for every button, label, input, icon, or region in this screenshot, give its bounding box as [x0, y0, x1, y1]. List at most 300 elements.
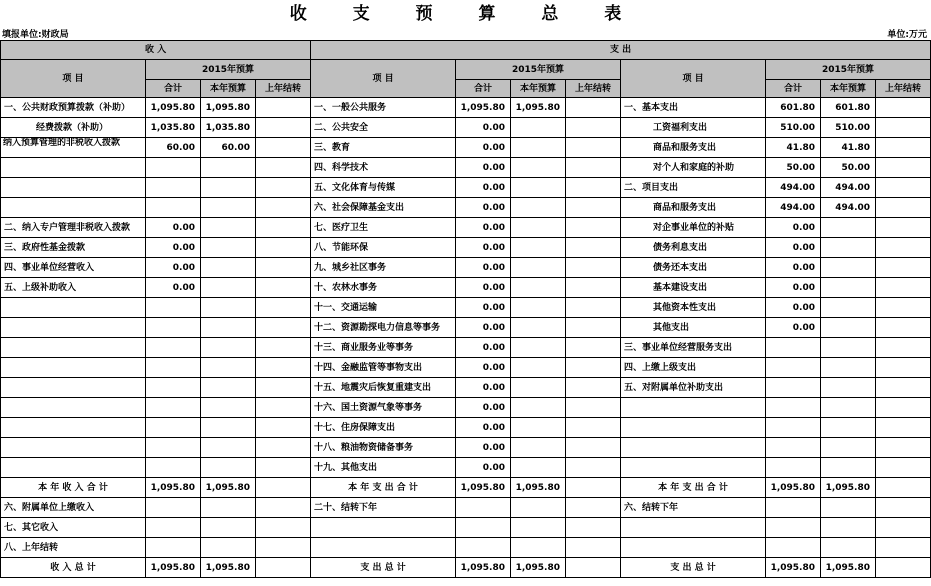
expense-this-year-cell [511, 198, 566, 218]
income-carryover-cell [256, 318, 311, 338]
econ-total-cell: 601.80 [766, 98, 821, 118]
econ-carryover-cell [876, 158, 931, 178]
this-year-header: 本年预算 [511, 80, 566, 98]
econ-this-year-cell [821, 398, 876, 418]
expense-total-cell: 1,095.80 [456, 478, 511, 498]
expense-item-cell: 四、科学技术 [311, 158, 456, 178]
table-row [1, 338, 931, 358]
income-total-cell: 0.00 [146, 258, 201, 278]
econ-item-cell: 债务还本支出 [621, 258, 766, 278]
expense-carryover-cell [566, 418, 621, 438]
expense-carryover-cell [566, 218, 621, 238]
page-title: 收 支 预 算 总 表 [289, 4, 642, 24]
budget-year-header: 2015年预算 [146, 60, 311, 80]
income-total-cell: 0.00 [146, 218, 201, 238]
expense-item-cell: 本 年 支 出 合 计 [311, 478, 456, 498]
econ-item-cell [621, 538, 766, 558]
table-row [1, 98, 931, 118]
income-this-year-cell [201, 278, 256, 298]
econ-carryover-cell [876, 358, 931, 378]
table-row [1, 498, 931, 518]
income-this-year-cell [201, 438, 256, 458]
econ-this-year-cell [821, 338, 876, 358]
income-item-cell: 七、其它收入 [1, 518, 146, 538]
expense-carryover-cell [566, 118, 621, 138]
econ-item-cell: 工资福利支出 [621, 118, 766, 138]
table-row [1, 358, 931, 378]
income-carryover-cell [256, 298, 311, 318]
econ-carryover-cell [876, 378, 931, 398]
econ-this-year-cell: 494.00 [821, 178, 876, 198]
econ-item-cell: 支 出 总 计 [621, 558, 766, 578]
total-header: 合计 [456, 80, 511, 98]
income-this-year-cell [201, 218, 256, 238]
expense-item-cell: 五、文化体育与传媒 [311, 178, 456, 198]
econ-total-cell [766, 438, 821, 458]
econ-this-year-cell [821, 218, 876, 238]
expense-this-year-cell [511, 438, 566, 458]
income-carryover-cell [256, 438, 311, 458]
income-total-cell: 1,095.80 [146, 98, 201, 118]
econ-this-year-cell: 1,095.80 [821, 478, 876, 498]
expense-total-cell: 0.00 [456, 458, 511, 478]
table-row [1, 158, 931, 178]
income-item-cell: 六、附属单位上缴收入 [1, 498, 146, 518]
expense-total-cell: 0.00 [456, 198, 511, 218]
income-carryover-cell [256, 158, 311, 178]
table-row [1, 278, 931, 298]
expense-this-year-cell [511, 118, 566, 138]
econ-item-cell [621, 518, 766, 538]
econ-item-cell [621, 398, 766, 418]
expense-total-cell: 0.00 [456, 318, 511, 338]
econ-this-year-cell [821, 458, 876, 478]
income-carryover-cell [256, 418, 311, 438]
income-this-year-cell [201, 518, 256, 538]
income-carryover-cell [256, 98, 311, 118]
income-this-year-cell [201, 498, 256, 518]
econ-total-cell: 494.00 [766, 178, 821, 198]
expense-total-cell: 1,095.80 [456, 558, 511, 578]
income-total-cell: 1,095.80 [146, 478, 201, 498]
currency-unit: 单位:万元 [887, 30, 927, 40]
income-carryover-cell [256, 258, 311, 278]
econ-this-year-cell: 41.80 [821, 138, 876, 158]
expense-this-year-cell [511, 458, 566, 478]
table-row [1, 258, 931, 278]
income-item-cell [1, 418, 146, 438]
table-row [1, 238, 931, 258]
econ-carryover-cell [876, 438, 931, 458]
carryover-header: 上年结转 [876, 80, 931, 98]
econ-item-cell: 六、结转下年 [621, 498, 766, 518]
expense-total-cell: 0.00 [456, 358, 511, 378]
expense-this-year-cell [511, 538, 566, 558]
budget-table [0, 40, 931, 578]
expense-item-cell: 十三、商业服务业等事务 [311, 338, 456, 358]
expense-carryover-cell [566, 378, 621, 398]
econ-this-year-cell [821, 498, 876, 518]
table-row [1, 478, 931, 498]
expense-this-year-cell [511, 298, 566, 318]
econ-item-cell: 商品和服务支出 [621, 198, 766, 218]
econ-item-cell: 三、事业单位经营服务支出 [621, 338, 766, 358]
expense-total-cell: 0.00 [456, 178, 511, 198]
expense-item-cell: 六、社会保障基金支出 [311, 198, 456, 218]
income-this-year-cell: 1,095.80 [201, 98, 256, 118]
expense-total-cell: 0.00 [456, 118, 511, 138]
econ-carryover-cell [876, 98, 931, 118]
expense-header: 支 出 [311, 41, 931, 60]
expense-total-cell: 0.00 [456, 378, 511, 398]
econ-carryover-cell [876, 198, 931, 218]
income-item-cell: 八、上年结转 [1, 538, 146, 558]
expense-this-year-cell [511, 378, 566, 398]
income-item-cell: 五、上级补助收入 [1, 278, 146, 298]
expense-total-cell: 1,095.80 [456, 98, 511, 118]
econ-total-cell: 510.00 [766, 118, 821, 138]
econ-item-cell [621, 418, 766, 438]
expense-item-cell: 八、节能环保 [311, 238, 456, 258]
econ-this-year-cell: 1,095.80 [821, 558, 876, 578]
income-carryover-cell [256, 478, 311, 498]
income-total-cell: 1,035.80 [146, 118, 201, 138]
expense-this-year-cell: 1,095.80 [511, 558, 566, 578]
income-total-cell [146, 358, 201, 378]
econ-item-cell: 本 年 支 出 合 计 [621, 478, 766, 498]
table-row [1, 138, 931, 158]
expense-this-year-cell [511, 498, 566, 518]
econ-this-year-cell [821, 358, 876, 378]
income-total-cell [146, 158, 201, 178]
econ-total-cell: 50.00 [766, 158, 821, 178]
expense-carryover-cell [566, 398, 621, 418]
expense-carryover-cell [566, 438, 621, 458]
expense-total-cell: 0.00 [456, 158, 511, 178]
econ-carryover-cell [876, 298, 931, 318]
income-item-cell [1, 398, 146, 418]
income-total-cell [146, 298, 201, 318]
expense-carryover-cell [566, 158, 621, 178]
econ-this-year-cell [821, 518, 876, 538]
income-carryover-cell [256, 218, 311, 238]
income-total-cell [146, 458, 201, 478]
income-carryover-cell [256, 358, 311, 378]
econ-carryover-cell [876, 238, 931, 258]
econ-total-cell: 1,095.80 [766, 558, 821, 578]
income-carryover-cell [256, 538, 311, 558]
income-total-cell [146, 178, 201, 198]
econ-total-cell: 494.00 [766, 198, 821, 218]
income-carryover-cell [256, 278, 311, 298]
income-item-cell [1, 318, 146, 338]
expense-carryover-cell [566, 298, 621, 318]
income-carryover-cell [256, 178, 311, 198]
income-item-cell: 经费拨款（补助） [1, 118, 146, 138]
expense-item-cell: 十四、金融监管等事物支出 [311, 358, 456, 378]
income-item-cell: 一、公共财政预算拨款（补助） [1, 98, 146, 118]
income-this-year-cell: 1,095.80 [201, 478, 256, 498]
this-year-header: 本年预算 [821, 80, 876, 98]
income-this-year-cell [201, 178, 256, 198]
econ-this-year-cell [821, 378, 876, 398]
econ-total-cell [766, 338, 821, 358]
econ-total-cell: 0.00 [766, 218, 821, 238]
income-item-cell [1, 358, 146, 378]
income-carryover-cell [256, 238, 311, 258]
income-total-cell [146, 198, 201, 218]
income-total-cell [146, 498, 201, 518]
income-this-year-cell [201, 458, 256, 478]
income-item-cell: 收 入 总 计 [1, 558, 146, 578]
expense-total-cell: 0.00 [456, 418, 511, 438]
econ-carryover-cell [876, 318, 931, 338]
econ-this-year-cell [821, 318, 876, 338]
econ-total-cell [766, 538, 821, 558]
econ-total-cell: 0.00 [766, 238, 821, 258]
econ-total-cell: 0.00 [766, 298, 821, 318]
econ-item-cell: 对企事业单位的补贴 [621, 218, 766, 238]
expense-total-cell: 0.00 [456, 398, 511, 418]
econ-total-cell: 1,095.80 [766, 478, 821, 498]
income-this-year-cell [201, 378, 256, 398]
expense-this-year-cell [511, 338, 566, 358]
econ-total-cell [766, 378, 821, 398]
income-item-cell: 四、事业单位经营收入 [1, 258, 146, 278]
income-carryover-cell [256, 378, 311, 398]
total-header: 合计 [766, 80, 821, 98]
table-row [1, 198, 931, 218]
expense-total-cell: 0.00 [456, 338, 511, 358]
income-total-cell [146, 518, 201, 538]
table-row [1, 298, 931, 318]
income-item-cell [1, 178, 146, 198]
income-this-year-cell [201, 538, 256, 558]
econ-item-cell: 债务利息支出 [621, 238, 766, 258]
expense-this-year-cell [511, 258, 566, 278]
expense-item-cell: 九、城乡社区事务 [311, 258, 456, 278]
income-carryover-cell [256, 518, 311, 538]
item-header: 项 目 [1, 60, 146, 98]
income-this-year-cell [201, 198, 256, 218]
econ-carryover-cell [876, 498, 931, 518]
table-row [1, 118, 931, 138]
expense-this-year-cell [511, 138, 566, 158]
income-item-cell: 本 年 收 入 合 计 [1, 478, 146, 498]
expense-carryover-cell [566, 538, 621, 558]
expense-item-cell: 二、公共安全 [311, 118, 456, 138]
expense-carryover-cell [566, 238, 621, 258]
econ-this-year-cell [821, 418, 876, 438]
expense-this-year-cell [511, 158, 566, 178]
expense-total-cell: 0.00 [456, 438, 511, 458]
expense-this-year-cell [511, 418, 566, 438]
table-row [1, 438, 931, 458]
income-total-cell: 0.00 [146, 238, 201, 258]
econ-item-cell: 四、上缴上级支出 [621, 358, 766, 378]
income-carryover-cell [256, 338, 311, 358]
income-this-year-cell [201, 298, 256, 318]
income-this-year-cell: 1,095.80 [201, 558, 256, 578]
econ-carryover-cell [876, 338, 931, 358]
table-row [1, 558, 931, 578]
econ-total-cell [766, 358, 821, 378]
income-total-cell [146, 438, 201, 458]
econ-item-cell [621, 438, 766, 458]
econ-this-year-cell [821, 238, 876, 258]
income-carryover-cell [256, 558, 311, 578]
budget-year-header: 2015年预算 [456, 60, 621, 80]
econ-this-year-cell [821, 538, 876, 558]
expense-total-cell [456, 498, 511, 518]
income-carryover-cell [256, 118, 311, 138]
econ-total-cell [766, 418, 821, 438]
income-total-cell [146, 378, 201, 398]
this-year-header: 本年预算 [201, 80, 256, 98]
table-row [1, 538, 931, 558]
econ-this-year-cell: 494.00 [821, 198, 876, 218]
table-row [1, 218, 931, 238]
income-this-year-cell: 60.00 [201, 138, 256, 158]
expense-carryover-cell [566, 498, 621, 518]
econ-item-cell: 商品和服务支出 [621, 138, 766, 158]
expense-item-cell: 七、医疗卫生 [311, 218, 456, 238]
econ-carryover-cell [876, 278, 931, 298]
table-row [1, 318, 931, 338]
expense-this-year-cell [511, 218, 566, 238]
econ-this-year-cell: 601.80 [821, 98, 876, 118]
table-row [1, 378, 931, 398]
econ-total-cell [766, 498, 821, 518]
econ-total-cell: 0.00 [766, 258, 821, 278]
expense-carryover-cell [566, 178, 621, 198]
econ-carryover-cell [876, 398, 931, 418]
econ-carryover-cell [876, 418, 931, 438]
income-total-cell: 60.00 [146, 138, 201, 158]
income-this-year-cell [201, 338, 256, 358]
income-carryover-cell [256, 498, 311, 518]
econ-carryover-cell [876, 118, 931, 138]
carryover-header: 上年结转 [256, 80, 311, 98]
expense-this-year-cell [511, 318, 566, 338]
table-row [1, 458, 931, 478]
income-item-cell [1, 438, 146, 458]
income-this-year-cell [201, 158, 256, 178]
econ-carryover-cell [876, 538, 931, 558]
econ-this-year-cell [821, 438, 876, 458]
econ-total-cell [766, 458, 821, 478]
expense-carryover-cell [566, 278, 621, 298]
expense-item-cell: 十一、交通运输 [311, 298, 456, 318]
econ-this-year-cell: 50.00 [821, 158, 876, 178]
income-total-cell: 1,095.80 [146, 558, 201, 578]
expense-carryover-cell [566, 518, 621, 538]
expense-carryover-cell [566, 198, 621, 218]
carryover-header: 上年结转 [566, 80, 621, 98]
table-row [1, 418, 931, 438]
econ-this-year-cell [821, 278, 876, 298]
item-header: 项 目 [621, 60, 766, 98]
expense-item-cell [311, 538, 456, 558]
econ-this-year-cell: 510.00 [821, 118, 876, 138]
budget-year-header: 2015年预算 [766, 60, 931, 80]
expense-item-cell: 支 出 总 计 [311, 558, 456, 578]
income-this-year-cell [201, 318, 256, 338]
expense-carryover-cell [566, 358, 621, 378]
econ-carryover-cell [876, 518, 931, 538]
income-this-year-cell [201, 238, 256, 258]
income-total-cell [146, 338, 201, 358]
expense-item-cell: 十、农林水事务 [311, 278, 456, 298]
expense-item-cell: 十二、资源勘探电力信息等事务 [311, 318, 456, 338]
econ-carryover-cell [876, 458, 931, 478]
expense-carryover-cell [566, 258, 621, 278]
expense-this-year-cell [511, 238, 566, 258]
income-item-cell [1, 458, 146, 478]
expense-total-cell: 0.00 [456, 278, 511, 298]
econ-item-cell: 一、基本支出 [621, 98, 766, 118]
econ-item-cell: 对个人和家庭的补助 [621, 158, 766, 178]
econ-carryover-cell [876, 178, 931, 198]
econ-this-year-cell [821, 258, 876, 278]
income-total-cell: 0.00 [146, 278, 201, 298]
econ-item-cell: 二、项目支出 [621, 178, 766, 198]
expense-item-cell: 十九、其他支出 [311, 458, 456, 478]
econ-carryover-cell [876, 478, 931, 498]
expense-item-cell: 十五、地震灾后恢复重建支出 [311, 378, 456, 398]
econ-item-cell [621, 458, 766, 478]
econ-total-cell: 0.00 [766, 278, 821, 298]
expense-this-year-cell [511, 358, 566, 378]
expense-carryover-cell [566, 138, 621, 158]
income-carryover-cell [256, 198, 311, 218]
expense-item-cell: 三、教育 [311, 138, 456, 158]
econ-item-cell: 基本建设支出 [621, 278, 766, 298]
econ-item-cell: 五、对附属单位补助支出 [621, 378, 766, 398]
income-item-cell: 二、纳入专户管理非税收入拨款 [1, 218, 146, 238]
expense-total-cell: 0.00 [456, 218, 511, 238]
expense-this-year-cell [511, 278, 566, 298]
expense-total-cell [456, 518, 511, 538]
econ-carryover-cell [876, 218, 931, 238]
econ-carryover-cell [876, 138, 931, 158]
income-total-cell [146, 538, 201, 558]
income-item-cell [1, 378, 146, 398]
income-this-year-cell [201, 398, 256, 418]
econ-total-cell [766, 398, 821, 418]
expense-this-year-cell: 1,095.80 [511, 478, 566, 498]
income-total-cell [146, 318, 201, 338]
expense-carryover-cell [566, 558, 621, 578]
expense-carryover-cell [566, 318, 621, 338]
econ-total-cell: 0.00 [766, 318, 821, 338]
expense-this-year-cell [511, 518, 566, 538]
econ-carryover-cell [876, 258, 931, 278]
expense-item-cell: 十八、粮油物资储备事务 [311, 438, 456, 458]
expense-item-cell: 二十、结转下年 [311, 498, 456, 518]
table-row [1, 178, 931, 198]
income-total-cell [146, 418, 201, 438]
income-total-cell [146, 398, 201, 418]
expense-this-year-cell [511, 178, 566, 198]
total-header: 合计 [146, 80, 201, 98]
expense-carryover-cell [566, 458, 621, 478]
econ-item-cell: 其他支出 [621, 318, 766, 338]
income-item-cell: 三、政府性基金拨款 [1, 238, 146, 258]
expense-total-cell: 0.00 [456, 298, 511, 318]
income-item-cell [1, 338, 146, 358]
income-this-year-cell: 1,035.80 [201, 118, 256, 138]
